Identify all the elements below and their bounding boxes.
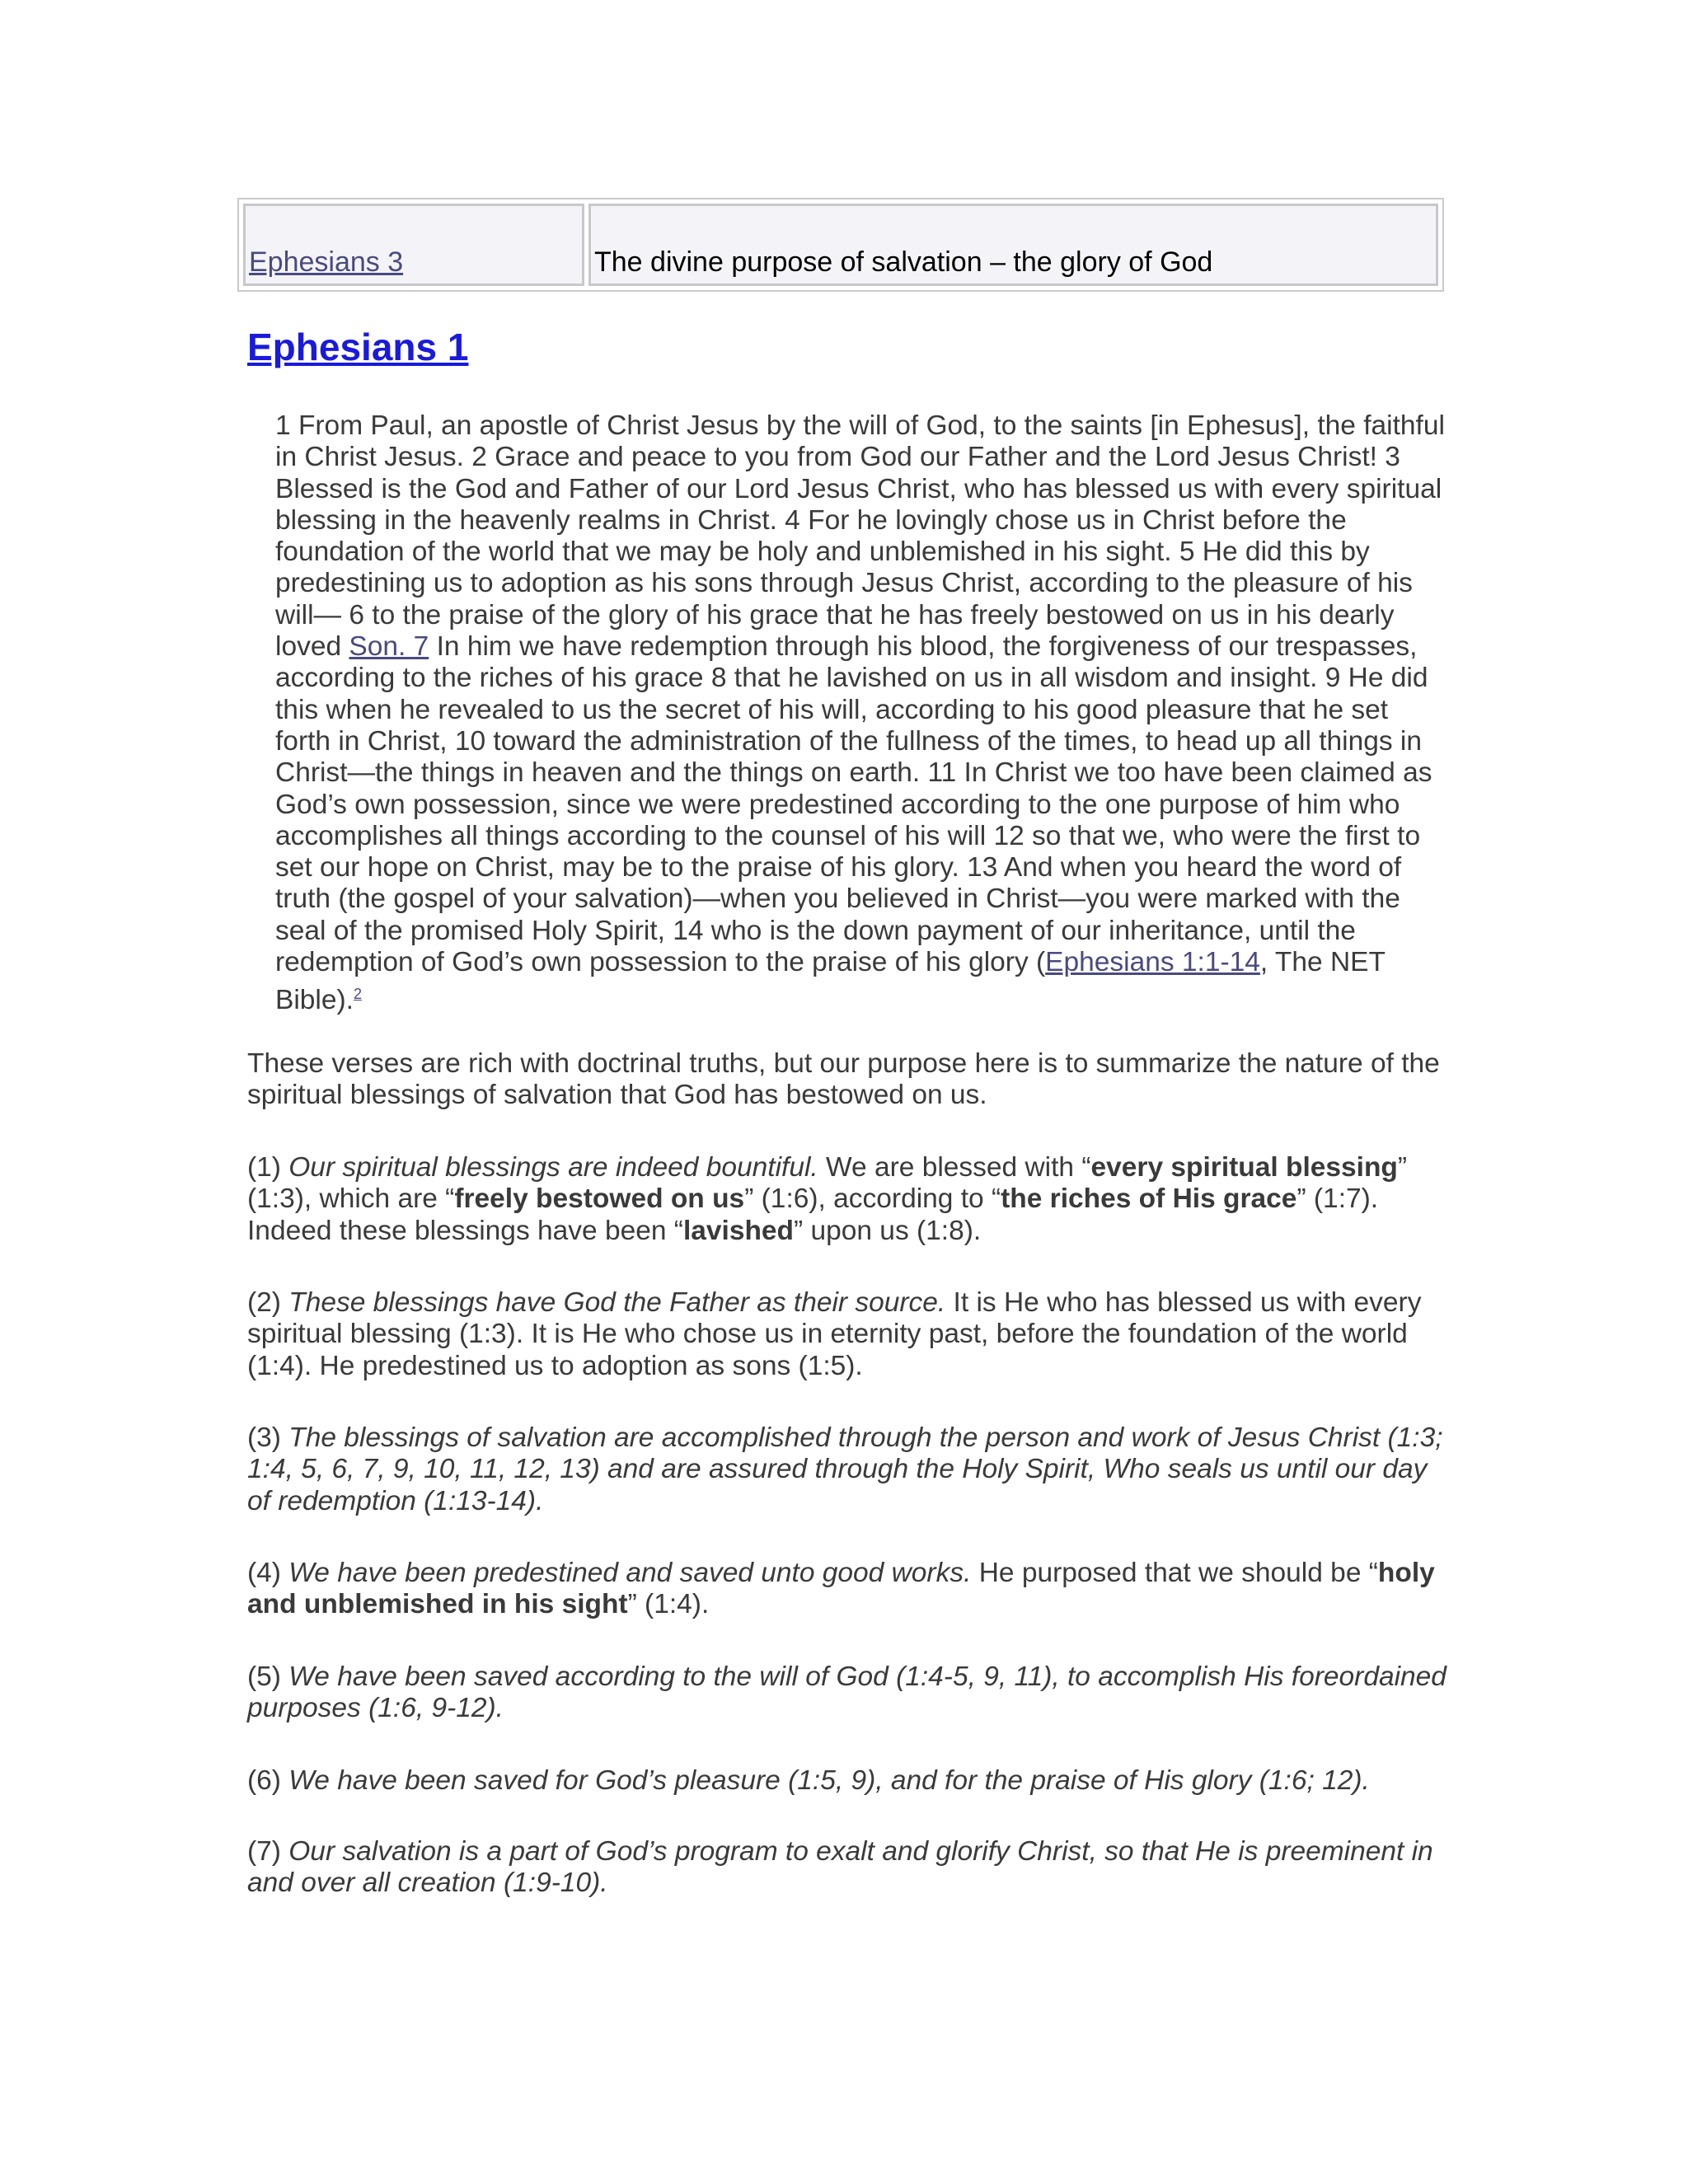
scripture-quote	[275, 410, 1446, 1017]
point-bold: every spiritual blessing	[1090, 1152, 1398, 1183]
point-4	[247, 1558, 1447, 1621]
point-bold: lavished	[682, 1215, 795, 1246]
point-number: (4)	[247, 1558, 289, 1588]
point-7	[247, 1836, 1447, 1900]
point-number: (5)	[247, 1661, 289, 1692]
point-text: ” (1:3), which are “	[247, 1152, 1408, 1215]
point-title: The blessings of salvation are accomplished through the person and work of Jesus Christ (1:3; 1:4, 5, 6, 7, 9, 10, 11, 12, 13) and are assured through the Holy Spirit, Who seals us until our day of redemption (1:13-14).	[247, 1422, 1443, 1516]
point-title: These blessings have God the Father as their source.	[288, 1287, 946, 1318]
intro-paragraph: These verses are rich with doctrinal truths, but our purpose here is to summarize the nature of the spiritual blessings of salvation that God has bestowed on us.	[247, 1048, 1440, 1111]
point-number: (7)	[247, 1836, 289, 1867]
table-cell-description: The divine purpose of salvation – the glory of God	[588, 204, 1438, 286]
point-text: ” (1:4).	[627, 1589, 710, 1620]
quote-text-3: , The NET Bible).	[275, 947, 1386, 1016]
footnote-link[interactable]: 2	[353, 986, 362, 1003]
point-text: ” upon us (1:8).	[794, 1215, 982, 1246]
point-text: It is He who has blessed us with every spiritual blessing (1:3). It is He who chose us in eternity past, before the foundation of the world (1:4). He predestined us to adoption as sons (1:5).	[247, 1287, 1422, 1381]
point-2	[247, 1287, 1447, 1382]
quote-text-2: In him we have redemption through his blood, the forgiveness of our trespasses, according to the riches of his grace 8 that he lavished on us in all wisdom and insight. 9 He did this when he revealed to us the secret of his will, according to his good pleasure that he set forth in Christ, 10 toward the administration of the fullness of the times, to head up all things in Christ—the things in heaven and the things on earth. 11 In Christ we too have been claimed as God’s own possession, since we were predestined according to the one purpose of him who accomplishes all things according to the counsel of his will 12 so that we, who were the first to set our hope on Christ, may be to the praise of his glory. 13 And when you heard the word of truth (the gospel of your salvation)—when you believed in Christ—you were marked with the seal of the promised Holy Spirit, 14 who is the down payment of our inheritance, until the redemption of God’s own possession to the praise of his glory (	[275, 631, 1432, 978]
point-title: We have been saved for God’s pleasure (1:5, 9), and for the praise of His glory (1:6; 12).	[288, 1765, 1370, 1796]
reference-table	[237, 198, 1444, 292]
ephesians-1-1-14-link[interactable]: Ephesians 1:1-14	[1045, 947, 1260, 978]
point-title: We have been saved according to the will of God (1:4-5, 9, 11), to accomplish His foreordained purposes (1:6, 9-12).	[247, 1661, 1447, 1724]
point-bold: holy and unblemished in his sight	[247, 1558, 1435, 1620]
point-title: Our salvation is a part of God’s program to exalt and glorify Christ, so that He is preeminent in and over all creation (1:9-10).	[247, 1836, 1433, 1899]
point-6	[247, 1765, 1447, 1797]
point-text: ” (1:6), according to “	[744, 1183, 1001, 1215]
quote-text-1: 1 From Paul, an apostle of Christ Jesus by the will of God, to the saints [in Ephesus], the faithful in Christ Jesus. 2 Grace and peace to you from God our Father and the Lord Jesus Christ! 3 Blessed is the God and Father of our Lord Jesus Christ, who has blessed us with every spiritual blessing in the heavenly realms in Christ. 4 For he lovingly chose us in Christ before the foundation of the world that we may be holy and unblemished in his sight. 5 He did this by predestining us to adoption as his sons through Jesus Christ, according to the pleasure of his will— 6 to the praise of the glory of his grace that he has freely bestowed on us in his dearly loved	[275, 410, 1445, 663]
point-number: (1)	[247, 1152, 289, 1183]
point-5	[247, 1661, 1447, 1725]
ephesians-3-link[interactable]: Ephesians 3	[249, 246, 404, 278]
point-title: Our spiritual blessings are indeed bountiful.	[288, 1152, 818, 1183]
point-title: We have been predestined and saved unto good works.	[288, 1558, 972, 1588]
table-cell-link	[243, 204, 584, 286]
section-heading[interactable]: Ephesians 1	[247, 326, 469, 368]
point-bold: freely bestowed on us	[454, 1183, 745, 1215]
point-3	[247, 1422, 1447, 1517]
point-text: We are blessed with “	[818, 1152, 1091, 1183]
point-1	[247, 1152, 1447, 1247]
point-text: ” (1:7). Indeed these blessings have been “	[247, 1183, 1379, 1246]
point-number: (2)	[247, 1287, 289, 1318]
point-number: (6)	[247, 1765, 289, 1796]
point-text: He purposed that we should be “	[971, 1558, 1378, 1588]
son-7-link[interactable]: Son. 7	[349, 631, 429, 663]
point-bold: the riches of His grace	[1001, 1183, 1297, 1215]
point-number: (3)	[247, 1422, 289, 1453]
